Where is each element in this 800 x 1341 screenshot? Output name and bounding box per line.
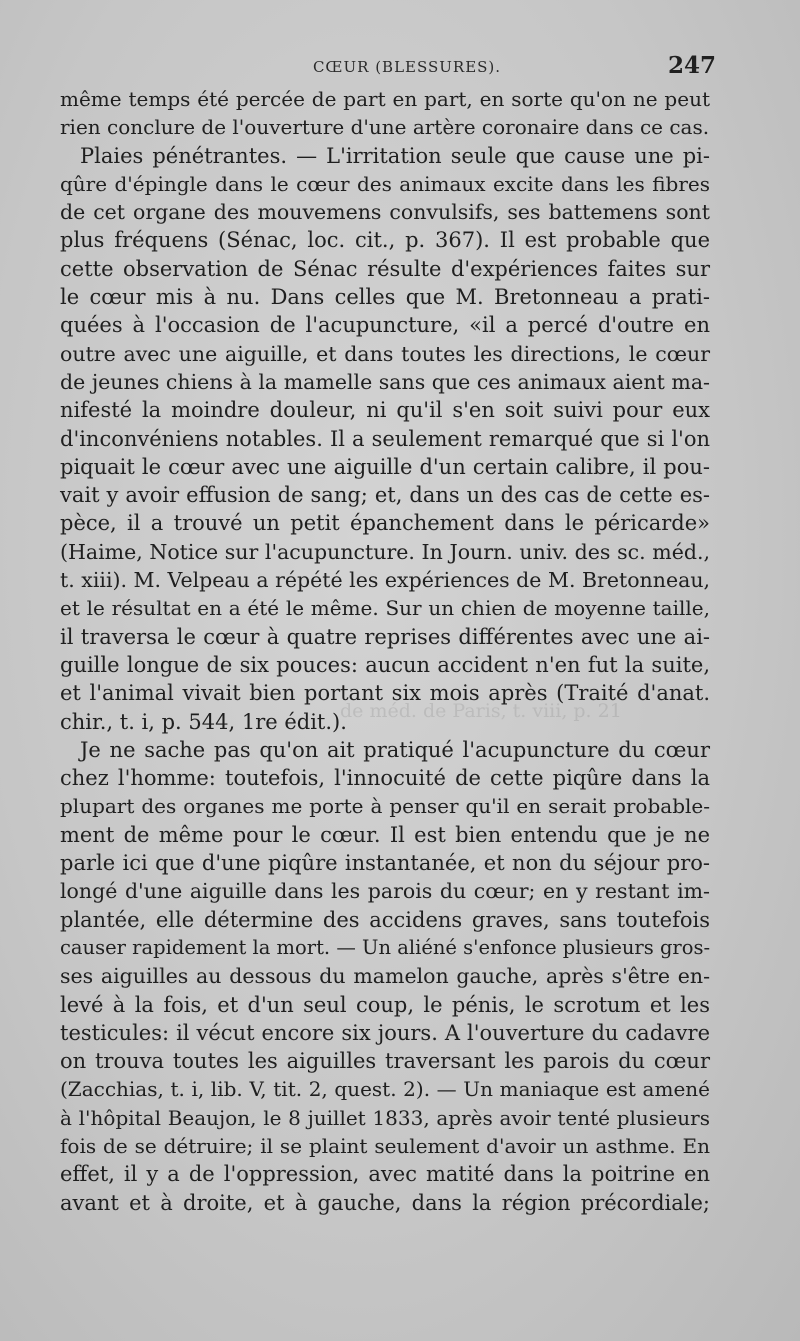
text-line: cette observation de Sénac résulte d'expériences faites sur <box>60 256 710 281</box>
text-line: (Zacchias, t. i, lib. V, tit. 2, quest. 2). — Un maniaque est amené <box>60 1077 710 1102</box>
text-line: plus fréquens (Sénac, loc. cit., p. 367). Il est probable que <box>60 228 710 253</box>
page-header <box>0 50 800 90</box>
text-line: parle ici que d'une piqûre instantanée, et non du séjour pro- <box>60 851 710 876</box>
text-line: Plaies pénétrantes. — L'irritation seule que cause une pi- <box>80 143 710 168</box>
text-line: d'inconvéniens notables. Il a seulement remarqué que si l'on <box>60 426 710 451</box>
text-line: et le résultat en a été le même. Sur un chien de moyenne taille, <box>60 596 710 621</box>
page-number: 247 <box>667 52 716 79</box>
text-line: testicules: il vécut encore six jours. A l'ouverture du cadavre <box>60 1020 710 1045</box>
text-line: causer rapidement la mort. — Un aliéné s'enfonce plusieurs gros- <box>60 935 711 959</box>
text-line: piquait le cœur avec une aiguille d'un certain calibre, il pou- <box>60 454 710 479</box>
show-through-text: de méd. de Paris, t. viii, p. 21 <box>340 700 622 722</box>
text-line: même temps été percée de part en part, en sorte qu'on ne peut <box>60 87 710 111</box>
text-line: et l'animal vivait bien portant six mois après (Traité d'anat. <box>60 681 710 706</box>
text-line: ses aiguilles au dessous du mamelon gauche, après s'être en- <box>60 964 710 989</box>
text-line: on trouva toutes les aiguilles traversant les parois du cœur <box>60 1049 710 1074</box>
text-line: levé à la fois, et d'un seul coup, le pénis, le scrotum et les <box>60 992 710 1017</box>
text-line: t. xiii). M. Velpeau a répété les expériences de M. Bretonneau, <box>60 568 711 593</box>
text-line: (Haime, Notice sur l'acupuncture. In Journ. univ. des sc. méd., <box>60 539 710 564</box>
body-text <box>60 85 710 1217</box>
text-line: chez l'homme: toutefois, l'innocuité de cette piqûre dans la <box>60 766 710 791</box>
text-line: avant et à droite, et à gauche, dans la région précordiale; <box>60 1190 710 1215</box>
text-line: il traversa le cœur à quatre reprises différentes avec une ai- <box>60 624 710 649</box>
text-line: nifesté la moindre douleur, ni qu'il s'en soit suivi pour eux <box>60 398 710 423</box>
text-line: effet, il y a de l'oppression, avec matité dans la poitrine en <box>60 1162 710 1187</box>
text-line: guille longue de six pouces: aucun accident n'en fut la suite, <box>60 652 710 677</box>
text-line: quées à l'occasion de l'acupuncture, «il a percé d'outre en <box>60 313 710 338</box>
text-line: fois de se détruire; il se plaint seulement d'avoir un asthme. En <box>60 1133 710 1158</box>
text-line: plupart des organes me porte à penser qu'il en serait probable- <box>60 794 710 819</box>
text-line: pèce, il a trouvé un petit épanchement dans le péricarde» <box>60 511 710 536</box>
text-line: qûre d'épingle dans le cœur des animaux excite dans les fibres <box>60 171 710 196</box>
text-line: de jeunes chiens à la mamelle sans que ces animaux aient ma- <box>60 369 710 394</box>
text-line: plantée, elle détermine des accidens graves, sans toutefois <box>60 907 710 932</box>
text-line: ment de même pour le cœur. Il est bien entendu que je ne <box>60 822 710 847</box>
text-line: outre avec une aiguille, et dans toutes les directions, le cœur <box>60 341 710 366</box>
text-line: à l'hôpital Beaujon, le 8 juillet 1833, après avoir tenté plusieurs <box>60 1105 710 1130</box>
text-line: Je ne sache pas qu'on ait pratiqué l'acupuncture du cœur <box>80 737 710 762</box>
text-line: le cœur mis à nu. Dans celles que M. Bretonneau a prati- <box>60 285 710 310</box>
text-line: de cet organe des mouvemens convulsifs, ses battemens sont <box>60 200 710 225</box>
text-line: longé d'une aiguille dans les parois du cœur; en y restant im- <box>60 879 710 904</box>
text-line: vait y avoir effusion de sang; et, dans un des cas de cette es- <box>60 483 710 508</box>
text-line: rien conclure de l'ouverture d'une artère coronaire dans ce cas. <box>60 115 710 140</box>
text-line: chir., t. i, p. 544, 1re édit.). <box>60 709 347 734</box>
running-title: CŒUR (BLESSURES). <box>312 58 502 76</box>
